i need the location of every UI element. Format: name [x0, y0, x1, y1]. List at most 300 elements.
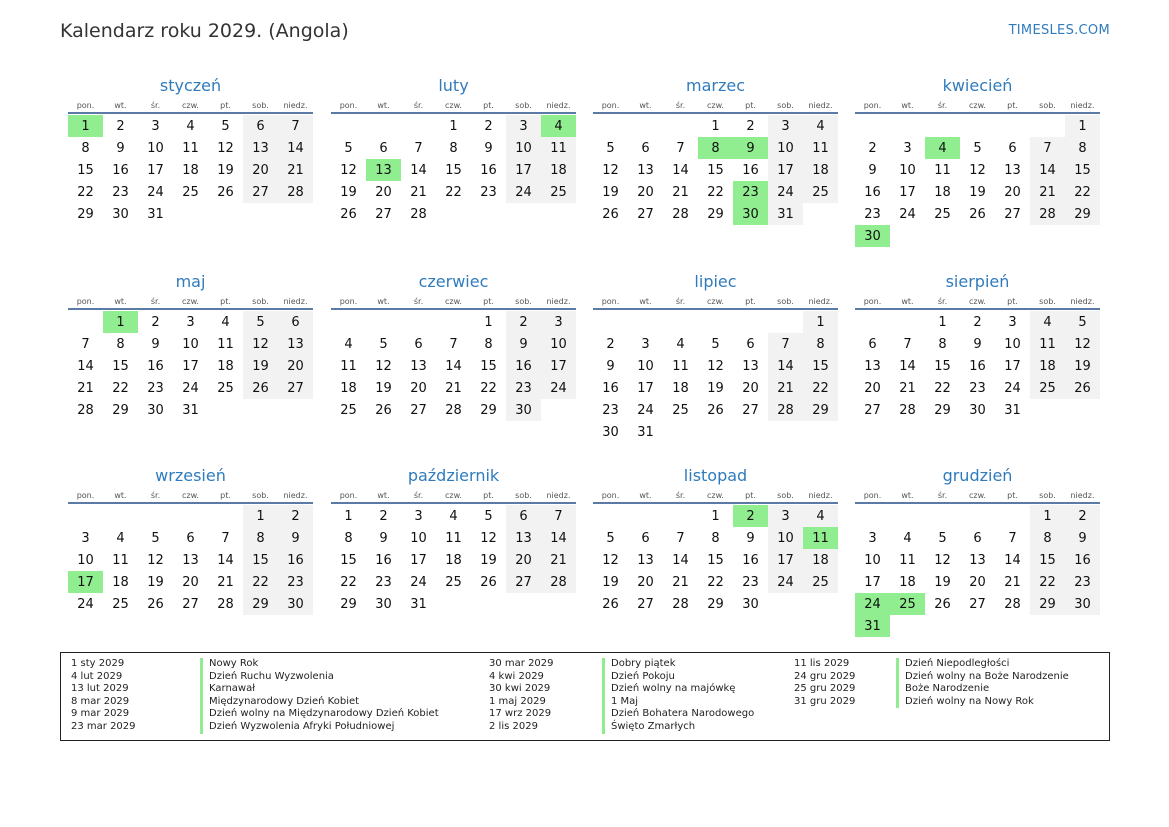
- day-cell[interactable]: 23: [742, 574, 759, 590]
- day-cell[interactable]: 18: [112, 574, 129, 590]
- day-cell[interactable]: 5: [151, 530, 160, 546]
- day-cell[interactable]: 25: [445, 574, 462, 590]
- day-cell[interactable]: 23: [969, 380, 986, 396]
- day-cell[interactable]: 3: [414, 508, 423, 524]
- day-cell[interactable]: 30: [602, 424, 619, 440]
- day-cell[interactable]: 20: [243, 159, 278, 181]
- day-cell[interactable]: 29: [707, 596, 724, 612]
- day-cell[interactable]: 5: [379, 336, 388, 352]
- day-cell[interactable]: 11: [217, 336, 234, 352]
- day-cell[interactable]: 28: [541, 571, 576, 593]
- day-cell[interactable]: 6: [641, 530, 650, 546]
- day-cell[interactable]: 4: [676, 336, 685, 352]
- day-cell[interactable]: 30: [147, 402, 164, 418]
- holiday-day-cell[interactable]: 17: [68, 571, 103, 593]
- day-cell[interactable]: 4: [803, 115, 838, 137]
- day-cell[interactable]: 27: [637, 206, 654, 222]
- day-cell[interactable]: 25: [112, 596, 129, 612]
- day-cell[interactable]: 28: [410, 206, 427, 222]
- day-cell[interactable]: 23: [147, 380, 164, 396]
- day-cell[interactable]: 29: [934, 402, 951, 418]
- day-cell[interactable]: 10: [541, 333, 576, 355]
- day-cell[interactable]: 15: [707, 162, 724, 178]
- day-cell[interactable]: 24: [77, 596, 94, 612]
- day-cell[interactable]: 7: [1008, 530, 1017, 546]
- day-cell[interactable]: 6: [1008, 140, 1017, 156]
- day-cell[interactable]: 28: [672, 206, 689, 222]
- day-cell[interactable]: 10: [864, 552, 881, 568]
- day-cell[interactable]: 19: [934, 574, 951, 590]
- day-cell[interactable]: 8: [1030, 527, 1065, 549]
- day-cell[interactable]: 12: [480, 530, 497, 546]
- day-cell[interactable]: 15: [77, 162, 94, 178]
- day-cell[interactable]: 1: [1030, 505, 1065, 527]
- day-cell[interactable]: 10: [768, 137, 803, 159]
- day-cell[interactable]: 11: [541, 137, 576, 159]
- day-cell[interactable]: 25: [672, 402, 689, 418]
- day-cell[interactable]: 25: [217, 380, 234, 396]
- day-cell[interactable]: 18: [1030, 355, 1065, 377]
- day-cell[interactable]: 23: [1065, 571, 1100, 593]
- holiday-day-cell[interactable]: 9: [733, 137, 768, 159]
- day-cell[interactable]: 12: [602, 552, 619, 568]
- day-cell[interactable]: 1: [711, 118, 720, 134]
- day-cell[interactable]: 25: [934, 206, 951, 222]
- day-cell[interactable]: 27: [506, 571, 541, 593]
- day-cell[interactable]: 9: [973, 336, 982, 352]
- day-cell[interactable]: 2: [506, 311, 541, 333]
- day-cell[interactable]: 20: [278, 355, 313, 377]
- day-cell[interactable]: 10: [899, 162, 916, 178]
- day-cell[interactable]: 12: [602, 162, 619, 178]
- day-cell[interactable]: 6: [506, 505, 541, 527]
- day-cell[interactable]: 13: [182, 552, 199, 568]
- day-cell[interactable]: 27: [182, 596, 199, 612]
- day-cell[interactable]: 11: [803, 137, 838, 159]
- day-cell[interactable]: 12: [934, 552, 951, 568]
- day-cell[interactable]: 18: [899, 574, 916, 590]
- day-cell[interactable]: 21: [899, 380, 916, 396]
- day-cell[interactable]: 25: [803, 181, 838, 203]
- day-cell[interactable]: 19: [602, 184, 619, 200]
- day-cell[interactable]: 19: [969, 184, 986, 200]
- day-cell[interactable]: 21: [768, 377, 803, 399]
- day-cell[interactable]: 26: [217, 184, 234, 200]
- day-cell[interactable]: 18: [541, 159, 576, 181]
- day-cell[interactable]: 7: [81, 336, 90, 352]
- day-cell[interactable]: 21: [278, 159, 313, 181]
- day-cell[interactable]: 19: [147, 574, 164, 590]
- day-cell[interactable]: 9: [606, 358, 615, 374]
- day-cell[interactable]: 7: [449, 336, 458, 352]
- day-cell[interactable]: 1: [1065, 115, 1100, 137]
- holiday-day-cell[interactable]: 8: [698, 137, 733, 159]
- day-cell[interactable]: 7: [676, 140, 685, 156]
- day-cell[interactable]: 24: [541, 377, 576, 399]
- holiday-day-cell[interactable]: 2: [733, 505, 768, 527]
- day-cell[interactable]: 24: [506, 181, 541, 203]
- day-cell[interactable]: 11: [182, 140, 199, 156]
- day-cell[interactable]: 9: [746, 530, 755, 546]
- day-cell[interactable]: 17: [506, 159, 541, 181]
- day-cell[interactable]: 21: [541, 549, 576, 571]
- day-cell[interactable]: 23: [375, 574, 392, 590]
- day-cell[interactable]: 27: [742, 402, 759, 418]
- day-cell[interactable]: 14: [672, 162, 689, 178]
- day-cell[interactable]: 7: [221, 530, 230, 546]
- day-cell[interactable]: 28: [217, 596, 234, 612]
- day-cell[interactable]: 5: [711, 336, 720, 352]
- day-cell[interactable]: 4: [344, 336, 353, 352]
- day-cell[interactable]: 16: [602, 380, 619, 396]
- day-cell[interactable]: 11: [1030, 333, 1065, 355]
- day-cell[interactable]: 29: [1065, 203, 1100, 225]
- day-cell[interactable]: 15: [340, 552, 357, 568]
- day-cell[interactable]: 14: [217, 552, 234, 568]
- day-cell[interactable]: 23: [278, 571, 313, 593]
- day-cell[interactable]: 23: [864, 206, 881, 222]
- day-cell[interactable]: 5: [243, 311, 278, 333]
- day-cell[interactable]: 8: [938, 336, 947, 352]
- day-cell[interactable]: 19: [217, 162, 234, 178]
- holiday-day-cell[interactable]: 24: [855, 593, 890, 615]
- day-cell[interactable]: 7: [768, 333, 803, 355]
- day-cell[interactable]: 7: [278, 115, 313, 137]
- day-cell[interactable]: 6: [379, 140, 388, 156]
- day-cell[interactable]: 28: [1004, 596, 1021, 612]
- day-cell[interactable]: 18: [672, 380, 689, 396]
- day-cell[interactable]: 20: [864, 380, 881, 396]
- day-cell[interactable]: 25: [1030, 377, 1065, 399]
- day-cell[interactable]: 7: [1030, 137, 1065, 159]
- day-cell[interactable]: 18: [340, 380, 357, 396]
- day-cell[interactable]: 27: [278, 377, 313, 399]
- day-cell[interactable]: 28: [1030, 203, 1065, 225]
- day-cell[interactable]: 8: [803, 333, 838, 355]
- day-cell[interactable]: 12: [375, 358, 392, 374]
- day-cell[interactable]: 9: [506, 333, 541, 355]
- day-cell[interactable]: 19: [375, 380, 392, 396]
- day-cell[interactable]: 5: [973, 140, 982, 156]
- day-cell[interactable]: 5: [938, 530, 947, 546]
- day-cell[interactable]: 28: [77, 402, 94, 418]
- day-cell[interactable]: 30: [112, 206, 129, 222]
- day-cell[interactable]: 14: [768, 355, 803, 377]
- day-cell[interactable]: 3: [186, 314, 195, 330]
- day-cell[interactable]: 29: [803, 399, 838, 421]
- day-cell[interactable]: 17: [637, 380, 654, 396]
- day-cell[interactable]: 22: [707, 184, 724, 200]
- day-cell[interactable]: 21: [672, 184, 689, 200]
- day-cell[interactable]: 8: [243, 527, 278, 549]
- day-cell[interactable]: 15: [803, 355, 838, 377]
- day-cell[interactable]: 11: [672, 358, 689, 374]
- day-cell[interactable]: 13: [410, 358, 427, 374]
- day-cell[interactable]: 28: [768, 399, 803, 421]
- day-cell[interactable]: 17: [899, 184, 916, 200]
- day-cell[interactable]: 27: [410, 402, 427, 418]
- holiday-day-cell[interactable]: 4: [541, 115, 576, 137]
- holiday-day-cell[interactable]: 30: [733, 203, 768, 225]
- day-cell[interactable]: 3: [903, 140, 912, 156]
- day-cell[interactable]: 29: [1030, 593, 1065, 615]
- day-cell[interactable]: 17: [1004, 358, 1021, 374]
- day-cell[interactable]: 16: [1065, 549, 1100, 571]
- day-cell[interactable]: 14: [77, 358, 94, 374]
- day-cell[interactable]: 5: [484, 508, 493, 524]
- day-cell[interactable]: 29: [243, 593, 278, 615]
- day-cell[interactable]: 13: [1004, 162, 1021, 178]
- day-cell[interactable]: 8: [449, 140, 458, 156]
- day-cell[interactable]: 18: [803, 159, 838, 181]
- day-cell[interactable]: 23: [480, 184, 497, 200]
- day-cell[interactable]: 26: [147, 596, 164, 612]
- day-cell[interactable]: 4: [221, 314, 230, 330]
- day-cell[interactable]: 22: [1065, 181, 1100, 203]
- day-cell[interactable]: 1: [803, 311, 838, 333]
- day-cell[interactable]: 6: [746, 336, 755, 352]
- day-cell[interactable]: 11: [112, 552, 129, 568]
- day-cell[interactable]: 14: [410, 162, 427, 178]
- day-cell[interactable]: 13: [637, 552, 654, 568]
- day-cell[interactable]: 22: [243, 571, 278, 593]
- day-cell[interactable]: 13: [969, 552, 986, 568]
- day-cell[interactable]: 26: [602, 596, 619, 612]
- day-cell[interactable]: 2: [606, 336, 615, 352]
- holiday-day-cell[interactable]: 31: [855, 615, 890, 637]
- day-cell[interactable]: 16: [147, 358, 164, 374]
- day-cell[interactable]: 8: [81, 140, 90, 156]
- day-cell[interactable]: 10: [1004, 336, 1021, 352]
- day-cell[interactable]: 9: [379, 530, 388, 546]
- day-cell[interactable]: 7: [903, 336, 912, 352]
- day-cell[interactable]: 18: [182, 162, 199, 178]
- day-cell[interactable]: 17: [864, 574, 881, 590]
- day-cell[interactable]: 3: [768, 115, 803, 137]
- day-cell[interactable]: 3: [868, 530, 877, 546]
- day-cell[interactable]: 30: [278, 593, 313, 615]
- day-cell[interactable]: 21: [1004, 574, 1021, 590]
- day-cell[interactable]: 11: [934, 162, 951, 178]
- day-cell[interactable]: 14: [278, 137, 313, 159]
- day-cell[interactable]: 20: [969, 574, 986, 590]
- day-cell[interactable]: 22: [1030, 571, 1065, 593]
- day-cell[interactable]: 3: [81, 530, 90, 546]
- day-cell[interactable]: 1: [344, 508, 353, 524]
- day-cell[interactable]: 21: [77, 380, 94, 396]
- day-cell[interactable]: 26: [1065, 377, 1100, 399]
- day-cell[interactable]: 12: [243, 333, 278, 355]
- day-cell[interactable]: 30: [742, 596, 759, 612]
- day-cell[interactable]: 1: [243, 505, 278, 527]
- day-cell[interactable]: 12: [217, 140, 234, 156]
- day-cell[interactable]: 9: [278, 527, 313, 549]
- day-cell[interactable]: 12: [707, 358, 724, 374]
- day-cell[interactable]: 26: [340, 206, 357, 222]
- day-cell[interactable]: 9: [1065, 527, 1100, 549]
- day-cell[interactable]: 13: [506, 527, 541, 549]
- day-cell[interactable]: 25: [541, 181, 576, 203]
- day-cell[interactable]: 17: [410, 552, 427, 568]
- day-cell[interactable]: 11: [445, 530, 462, 546]
- day-cell[interactable]: 17: [541, 355, 576, 377]
- brand-link[interactable]: TIMESLES.COM: [1008, 23, 1110, 38]
- day-cell[interactable]: 5: [606, 140, 615, 156]
- day-cell[interactable]: 31: [147, 206, 164, 222]
- day-cell[interactable]: 24: [1004, 380, 1021, 396]
- day-cell[interactable]: 26: [480, 574, 497, 590]
- day-cell[interactable]: 15: [1065, 159, 1100, 181]
- day-cell[interactable]: 26: [969, 206, 986, 222]
- day-cell[interactable]: 8: [344, 530, 353, 546]
- holiday-day-cell[interactable]: 13: [366, 159, 401, 181]
- day-cell[interactable]: 27: [637, 596, 654, 612]
- day-cell[interactable]: 10: [768, 527, 803, 549]
- day-cell[interactable]: 25: [182, 184, 199, 200]
- day-cell[interactable]: 4: [803, 505, 838, 527]
- day-cell[interactable]: 10: [637, 358, 654, 374]
- day-cell[interactable]: 24: [637, 402, 654, 418]
- day-cell[interactable]: 14: [899, 358, 916, 374]
- day-cell[interactable]: 5: [1065, 311, 1100, 333]
- day-cell[interactable]: 6: [973, 530, 982, 546]
- day-cell[interactable]: 3: [1008, 314, 1017, 330]
- day-cell[interactable]: 26: [602, 206, 619, 222]
- day-cell[interactable]: 23: [506, 377, 541, 399]
- day-cell[interactable]: 31: [410, 596, 427, 612]
- day-cell[interactable]: 5: [221, 118, 230, 134]
- day-cell[interactable]: 12: [1065, 333, 1100, 355]
- day-cell[interactable]: 12: [340, 162, 357, 178]
- day-cell[interactable]: 4: [1030, 311, 1065, 333]
- holiday-day-cell[interactable]: 11: [803, 527, 838, 549]
- day-cell[interactable]: 3: [541, 311, 576, 333]
- day-cell[interactable]: 11: [340, 358, 357, 374]
- day-cell[interactable]: 29: [480, 402, 497, 418]
- day-cell[interactable]: 14: [672, 552, 689, 568]
- holiday-day-cell[interactable]: 4: [925, 137, 960, 159]
- day-cell[interactable]: 6: [243, 115, 278, 137]
- day-cell[interactable]: 28: [278, 181, 313, 203]
- day-cell[interactable]: 20: [637, 574, 654, 590]
- day-cell[interactable]: 12: [969, 162, 986, 178]
- day-cell[interactable]: 16: [864, 184, 881, 200]
- day-cell[interactable]: 16: [480, 162, 497, 178]
- day-cell[interactable]: 2: [1065, 505, 1100, 527]
- day-cell[interactable]: 21: [1030, 181, 1065, 203]
- day-cell[interactable]: 26: [934, 596, 951, 612]
- day-cell[interactable]: 21: [445, 380, 462, 396]
- day-cell[interactable]: 6: [868, 336, 877, 352]
- day-cell[interactable]: 2: [116, 118, 125, 134]
- day-cell[interactable]: 13: [742, 358, 759, 374]
- day-cell[interactable]: 7: [676, 530, 685, 546]
- day-cell[interactable]: 15: [243, 549, 278, 571]
- day-cell[interactable]: 16: [375, 552, 392, 568]
- day-cell[interactable]: 31: [182, 402, 199, 418]
- holiday-day-cell[interactable]: 30: [855, 225, 890, 247]
- day-cell[interactable]: 2: [973, 314, 982, 330]
- day-cell[interactable]: 10: [147, 140, 164, 156]
- holiday-day-cell[interactable]: 1: [103, 311, 138, 333]
- day-cell[interactable]: 9: [151, 336, 160, 352]
- day-cell[interactable]: 17: [182, 358, 199, 374]
- day-cell[interactable]: 16: [742, 552, 759, 568]
- day-cell[interactable]: 26: [375, 402, 392, 418]
- day-cell[interactable]: 20: [410, 380, 427, 396]
- day-cell[interactable]: 18: [803, 549, 838, 571]
- day-cell[interactable]: 13: [243, 137, 278, 159]
- day-cell[interactable]: 20: [375, 184, 392, 200]
- day-cell[interactable]: 2: [746, 118, 755, 134]
- day-cell[interactable]: 25: [803, 571, 838, 593]
- day-cell[interactable]: 28: [445, 402, 462, 418]
- day-cell[interactable]: 30: [969, 402, 986, 418]
- day-cell[interactable]: 1: [484, 314, 493, 330]
- day-cell[interactable]: 28: [672, 596, 689, 612]
- day-cell[interactable]: 24: [410, 574, 427, 590]
- day-cell[interactable]: 30: [1065, 593, 1100, 615]
- day-cell[interactable]: 24: [768, 571, 803, 593]
- day-cell[interactable]: 23: [602, 402, 619, 418]
- day-cell[interactable]: 29: [112, 402, 129, 418]
- day-cell[interactable]: 9: [484, 140, 493, 156]
- day-cell[interactable]: 26: [243, 377, 278, 399]
- day-cell[interactable]: 4: [449, 508, 458, 524]
- day-cell[interactable]: 29: [707, 206, 724, 222]
- day-cell[interactable]: 4: [186, 118, 195, 134]
- day-cell[interactable]: 16: [278, 549, 313, 571]
- day-cell[interactable]: 26: [707, 402, 724, 418]
- day-cell[interactable]: 19: [602, 574, 619, 590]
- day-cell[interactable]: 20: [742, 380, 759, 396]
- day-cell[interactable]: 7: [541, 505, 576, 527]
- day-cell[interactable]: 19: [1065, 355, 1100, 377]
- day-cell[interactable]: 18: [934, 184, 951, 200]
- day-cell[interactable]: 22: [112, 380, 129, 396]
- day-cell[interactable]: 15: [112, 358, 129, 374]
- day-cell[interactable]: 10: [410, 530, 427, 546]
- day-cell[interactable]: 3: [641, 336, 650, 352]
- day-cell[interactable]: 22: [340, 574, 357, 590]
- day-cell[interactable]: 5: [606, 530, 615, 546]
- day-cell[interactable]: 19: [340, 184, 357, 200]
- day-cell[interactable]: 29: [77, 206, 94, 222]
- day-cell[interactable]: 16: [112, 162, 129, 178]
- day-cell[interactable]: 1: [938, 314, 947, 330]
- day-cell[interactable]: 11: [899, 552, 916, 568]
- day-cell[interactable]: 3: [151, 118, 160, 134]
- day-cell[interactable]: 15: [707, 552, 724, 568]
- day-cell[interactable]: 16: [742, 162, 759, 178]
- day-cell[interactable]: 24: [899, 206, 916, 222]
- day-cell[interactable]: 7: [414, 140, 423, 156]
- day-cell[interactable]: 22: [480, 380, 497, 396]
- day-cell[interactable]: 20: [637, 184, 654, 200]
- day-cell[interactable]: 14: [1004, 552, 1021, 568]
- day-cell[interactable]: 19: [243, 355, 278, 377]
- day-cell[interactable]: 8: [484, 336, 493, 352]
- day-cell[interactable]: 28: [899, 402, 916, 418]
- holiday-day-cell[interactable]: 1: [68, 115, 103, 137]
- day-cell[interactable]: 21: [410, 184, 427, 200]
- day-cell[interactable]: 20: [1004, 184, 1021, 200]
- day-cell[interactable]: 24: [147, 184, 164, 200]
- day-cell[interactable]: 8: [711, 530, 720, 546]
- day-cell[interactable]: 2: [278, 505, 313, 527]
- day-cell[interactable]: 10: [182, 336, 199, 352]
- day-cell[interactable]: 27: [864, 402, 881, 418]
